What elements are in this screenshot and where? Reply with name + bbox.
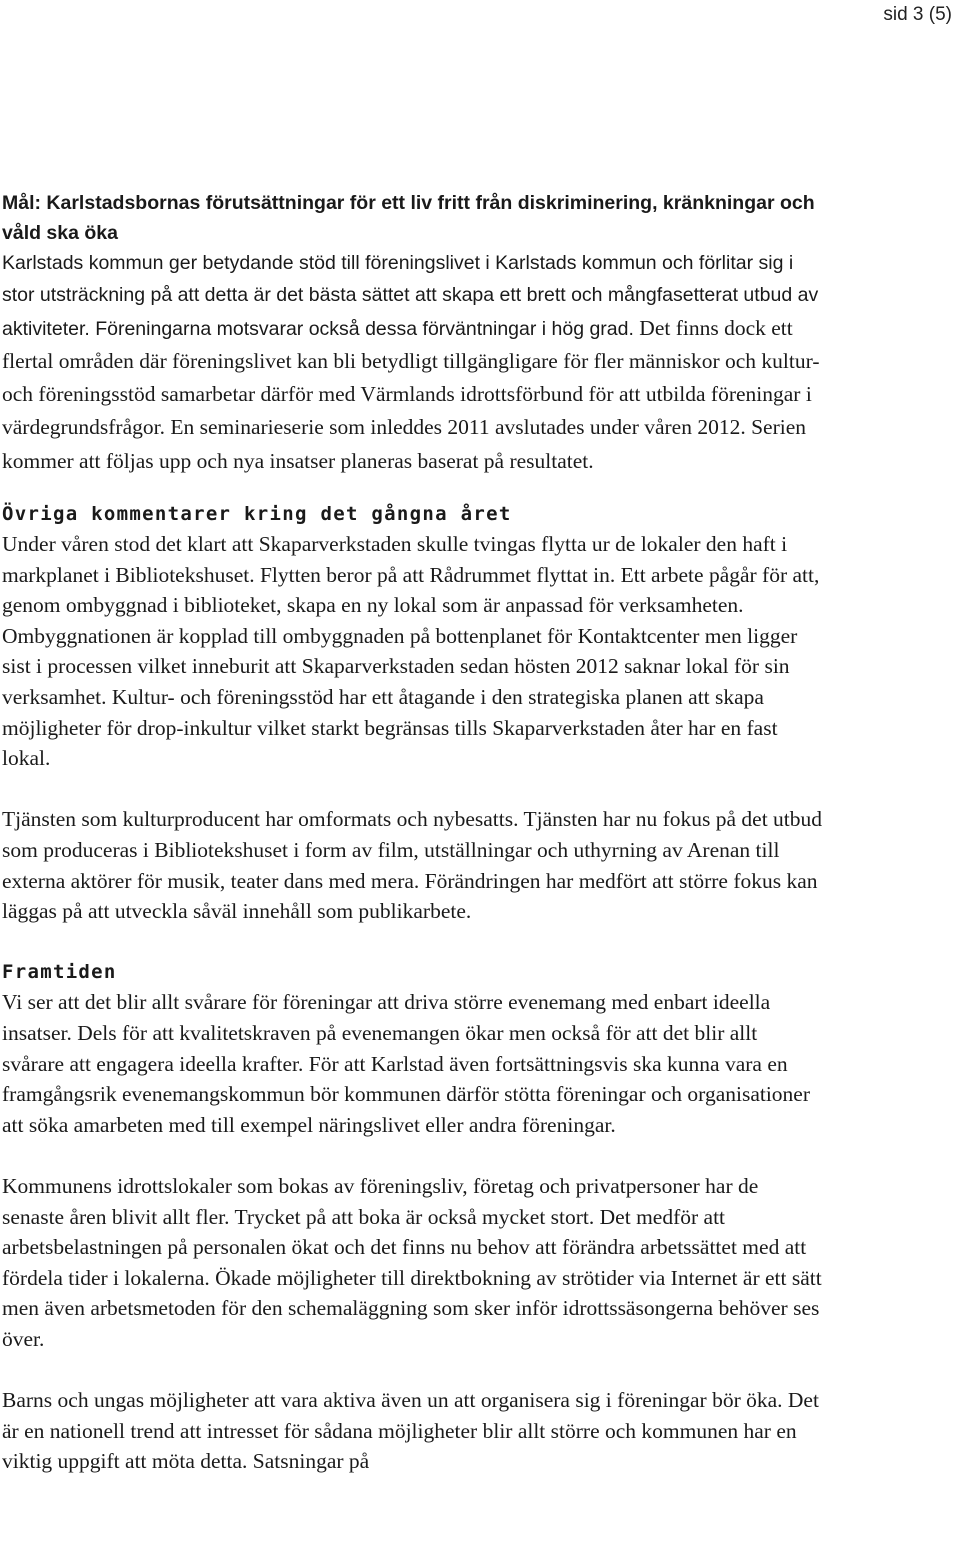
goal-paragraph	[2, 248, 822, 479]
comments-heading: Övriga kommentarer kring det gångna året	[2, 503, 512, 526]
goal-paragraph-sans: Karlstads kommun ger betydande stöd till föreningslivet i Karlstads kommun och förlitar sig i stor utsträckning på att detta är det bästa sättet att skapa ett brett och mångfasetterat utbud av aktiviteter. Föreningarna motsvarar också dessa förväntningar i hög grad.	[2, 252, 819, 340]
future-paragraph-3: Barns och ungas möjligheter att vara aktiva även un att organisera sig i föreningar bör öka. Det är en nationell trend att intresset för sådana möjligheter blir allt större och kommunen har en viktig uppgift att möta detta. Satsningar på	[2, 1388, 819, 1474]
goal-heading: Mål: Karlstadsbornas förutsättningar för ett liv fritt från diskriminering, kränkningar och våld ska öka	[2, 192, 815, 244]
goal-paragraph-serif: Det finns dock ett flertal områden där föreningslivet kan bli betydligt tillgängligare för fler människor och kultur- och föreningsstöd samarbetar därför med Värmlands idrottsförbund för att utbilda föreningar i värdegrundsfrågor. En seminarieserie som inleddes 2011 avslutades under våren 2012. Serien kommer att följas upp och nya insatser planeras baserat på resultatet.	[2, 315, 820, 473]
comments-paragraph-2: Tjänsten som kulturproducent har omformats och nybesatts. Tjänsten har nu fokus på det utbud som produceras i Bibliotekshuset i form av film, utställningar och uthyrning av Arenan till externa aktörer för musik, teater dans med mera. Förändringen har medfört att större fokus kan läggas på att utveckla såväl innehåll som publikarbete.	[2, 807, 823, 924]
future-heading: Framtiden	[2, 961, 117, 984]
document-body	[2, 188, 822, 1477]
page-number: sid 3 (5)	[883, 4, 952, 25]
comments-paragraph-1: Under våren stod det klart att Skaparverkstaden skulle tvingas flytta ur de lokaler den haft i markplanet i Bibliotekshuset. Flytten beror på att Rådrummet flyttat in. Ett arbete pågår för att, genom ombyggnad i biblioteket, skapa en ny lokal som är anpassad för verksamheten. Ombyggnationen är kopplad till ombyggnaden på bottenplanet för Kontaktcenter men ligger sist i processen vilket inneburit att Skaparverkstaden sedan hösten 2012 saknar lokal för sin verksamhet. Kultur- och föreningsstöd har ett åtagande i den strategiska planen att skapa möjligheter för drop-inkultur vilket starkt begränsas tills Skaparverkstaden åter har en fast lokal.	[2, 532, 820, 771]
future-paragraph-2: Kommunens idrottslokaler som bokas av föreningsliv, företag och privatpersoner har de senaste åren blivit allt fler. Trycket på att boka är också mycket stort. Det medför att arbetsbelastningen på personalen ökat och det finns nu behov att förändra arbetssättet med att fördela tider i lokalerna. Ökade möjligheter till direktbokning av strötider via Internet är ett sätt men även arbetsmetoden för den schemaläggning som sker inför idrottssäsongerna behöver ses över.	[2, 1173, 822, 1351]
future-paragraph-1: Vi ser att det blir allt svårare för föreningar att driva större evenemang med enbart ideella insatser. Dels för att kvalitetskraven på evenemangen ökar men också för att det blir allt svårare att engagera ideella krafter. För att Karlstad även fortsättningsvis ska kunna vara en framgångsrik evenemangskommun bör kommunen därför stötta föreningar och organisationer att söka amarbeten med till exempel näringslivet eller andra föreningar.	[2, 990, 811, 1137]
